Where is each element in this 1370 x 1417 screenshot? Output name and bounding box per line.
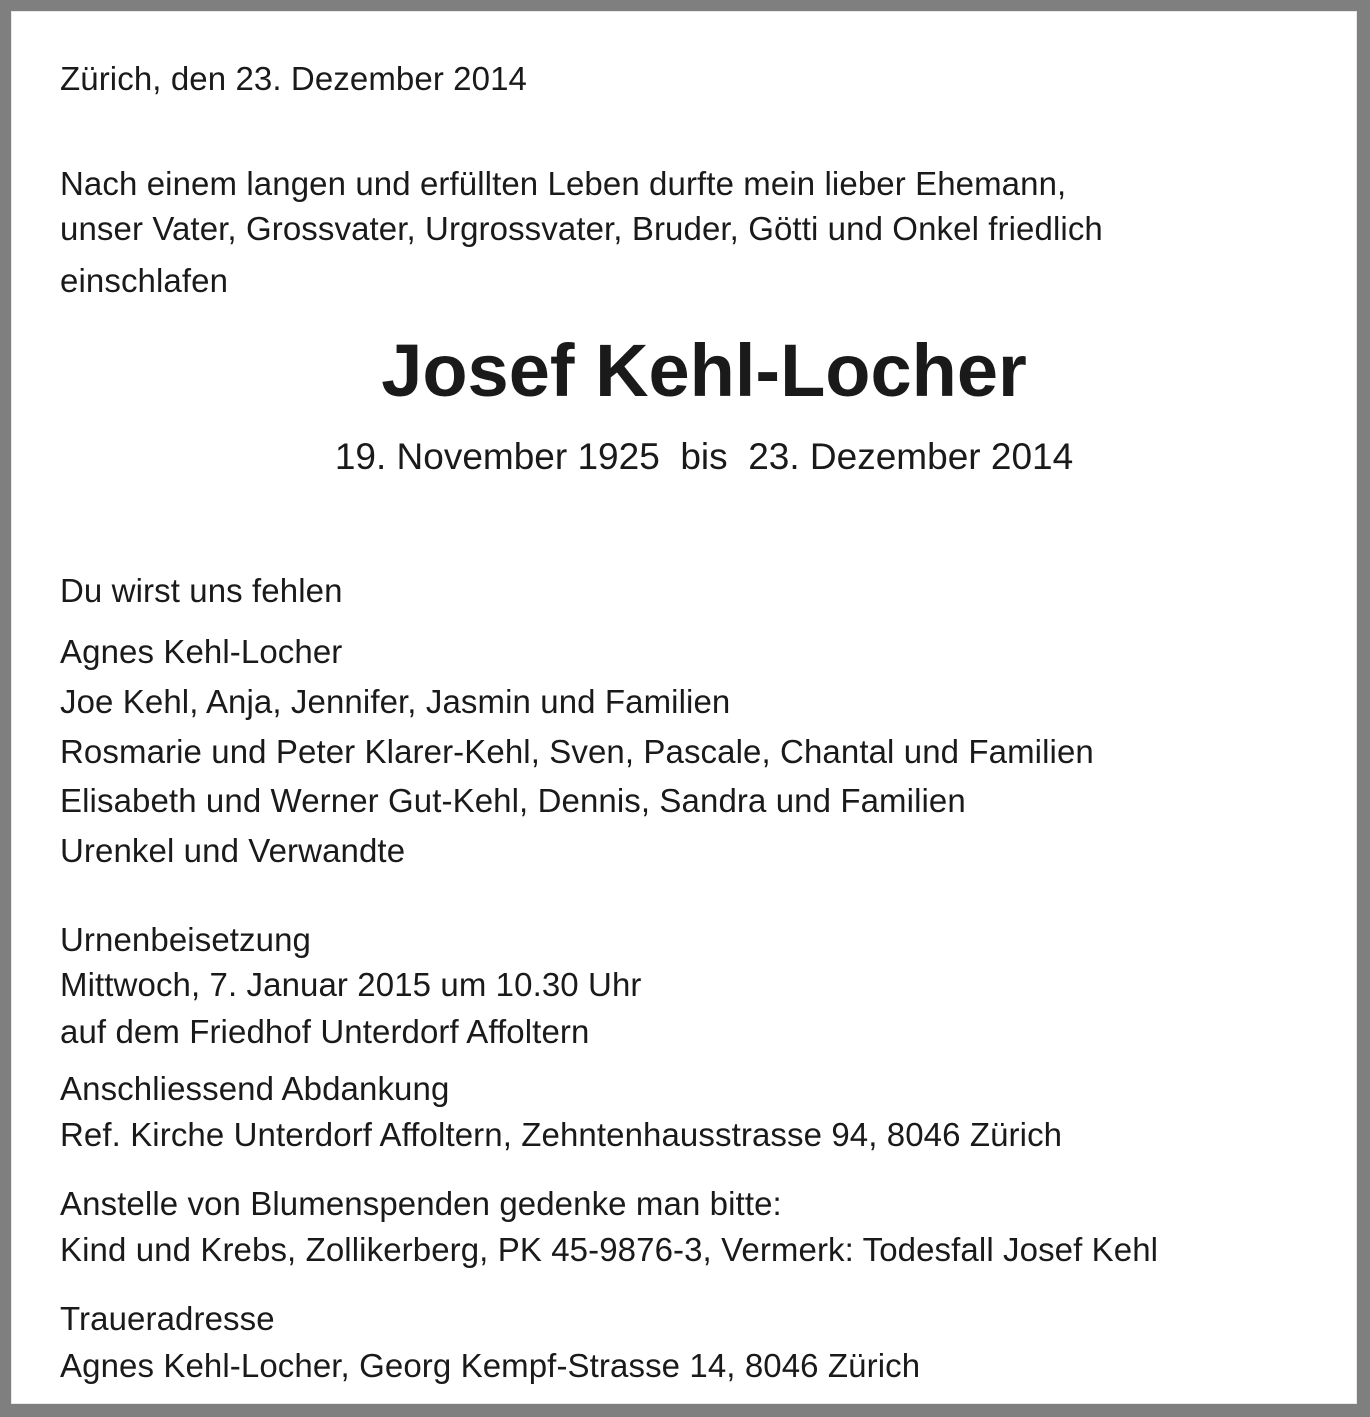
mourner-line: Urenkel und Verwandte <box>60 832 406 869</box>
intro-line-3: einschlafen <box>60 262 229 299</box>
intro-line-2: unser Vater, Grossvater, Urgrossvater, Bruder, Götti und Onkel friedlich <box>60 210 1103 247</box>
dateline: Zürich, den 23. Dezember 2014 <box>60 60 527 97</box>
service-heading: Anschliessend Abdankung <box>60 1070 450 1107</box>
burial-location: auf dem Friedhof Unterdorf Affoltern <box>60 1013 590 1050</box>
mourner-line: Elisabeth und Werner Gut-Kehl, Dennis, Sandra und Familien <box>60 782 966 819</box>
farewell-text: Du wirst uns fehlen <box>60 572 343 609</box>
obituary-notice <box>11 11 1357 1404</box>
mourner-line: Joe Kehl, Anja, Jennifer, Jasmin und Familien <box>60 683 731 720</box>
donation-heading: Anstelle von Blumenspenden gedenke man bitte: <box>60 1185 782 1222</box>
mourner-line: Rosmarie und Peter Klarer-Kehl, Sven, Pascale, Chantal und Familien <box>60 733 1094 770</box>
burial-time: Mittwoch, 7. Januar 2015 um 10.30 Uhr <box>60 966 642 1003</box>
mourning-address-heading: Traueradresse <box>60 1300 275 1337</box>
deceased-name: Josef Kehl-Locher <box>381 329 1027 412</box>
mourning-address-text: Agnes Kehl-Locher, Georg Kempf-Strasse 14, 8046 Zürich <box>60 1347 921 1384</box>
intro-line-1: Nach einem langen und erfüllten Leben durfte mein lieber Ehemann, <box>60 165 1067 202</box>
life-dates: 19. November 1925 bis 23. Dezember 2014 <box>334 436 1074 477</box>
burial-heading: Urnenbeisetzung <box>60 921 311 958</box>
donation-details: Kind und Krebs, Zollikerberg, PK 45-9876-3, Vermerk: Todesfall Josef Kehl <box>60 1231 1159 1268</box>
mourner-line: Agnes Kehl-Locher <box>60 633 343 670</box>
service-location: Ref. Kirche Unterdorf Affoltern, Zehntenhausstrasse 94, 8046 Zürich <box>60 1116 1063 1153</box>
